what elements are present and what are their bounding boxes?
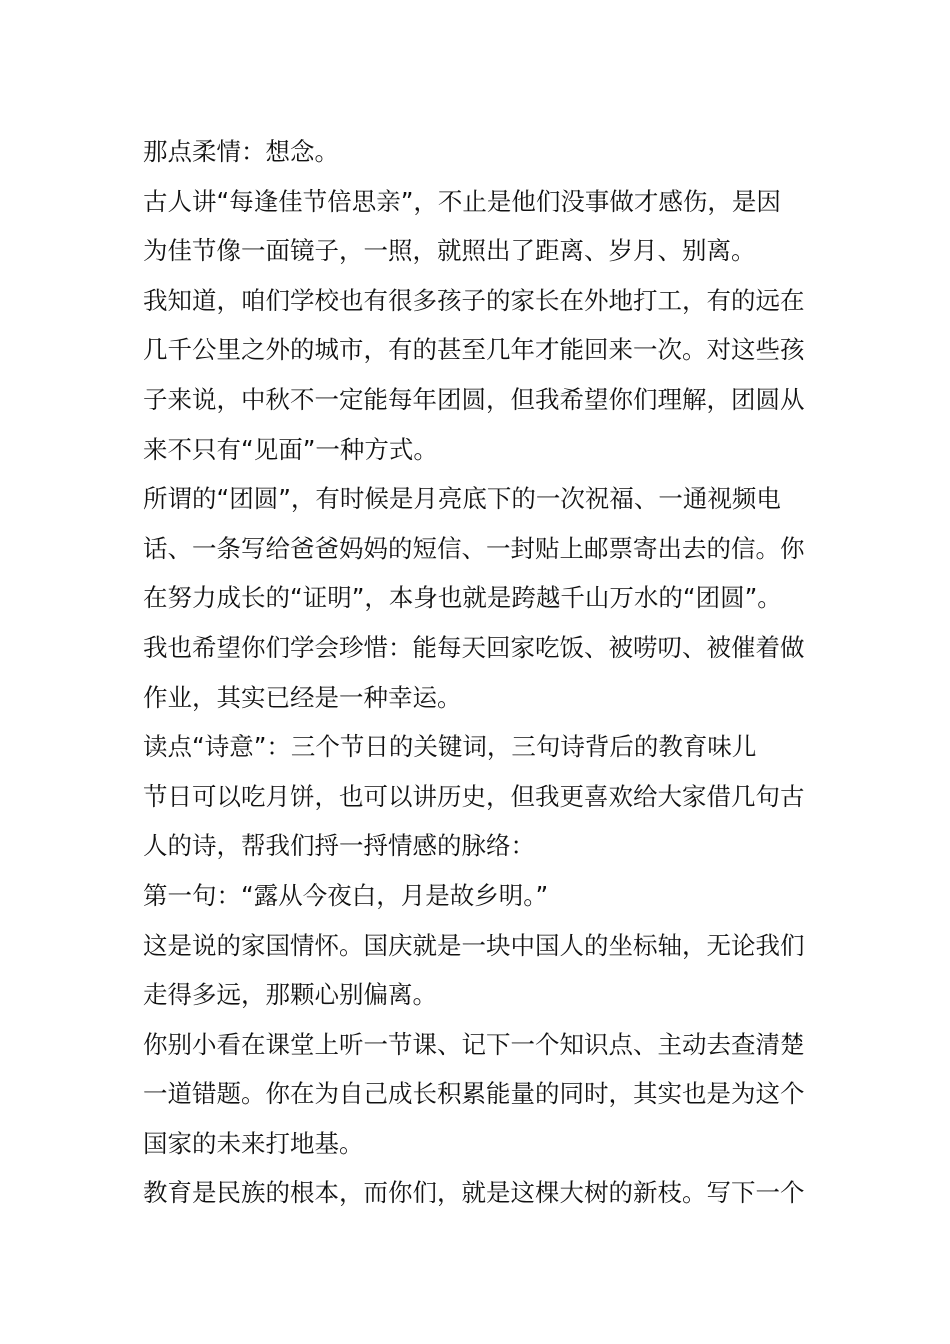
text-line: 你别小看在课堂上听一节课、记下一个知识点、主动去查清楚 xyxy=(143,1029,805,1059)
text-line: 作业，其实已经是一种幸运。 xyxy=(143,682,462,712)
body-text xyxy=(143,127,808,1218)
text-line: 这是说的家国情怀。国庆就是一块中国人的坐标轴，无论我们 xyxy=(143,930,805,960)
text-line: 所谓的“团圆”，有时候是月亮底下的一次祝福、一通视频电 xyxy=(143,484,781,514)
text-line: 节日可以吃月饼，也可以讲历史，但我更喜欢给大家借几句古 xyxy=(143,781,805,811)
text-line: 人的诗，帮我们捋一捋情感的脉络： xyxy=(143,831,535,861)
text-line: 在努力成长的“证明”，本身也就是跨越千山万水的“团圆”。 xyxy=(143,583,782,613)
text-line: 几千公里之外的城市，有的甚至几年才能回来一次。对这些孩 xyxy=(143,335,805,365)
text-line: 话、一条写给爸爸妈妈的短信、一封贴上邮票寄出去的信。你 xyxy=(143,533,805,563)
text-line: 国家的未来打地基。 xyxy=(143,1128,364,1158)
text-line: 我知道，咱们学校也有很多孩子的家长在外地打工，有的远在 xyxy=(143,285,805,315)
text-line: 教育是民族的根本，而你们，就是这棵大树的新枝。写下一个 xyxy=(143,1178,805,1208)
poem-quote: 第一句：“露从今夜白，月是故乡明。” xyxy=(143,880,549,910)
text-line: 为佳节像一面镜子，一照，就照出了距离、岁月、别离。 xyxy=(143,236,756,266)
text-line: 来不只有“见面”一种方式。 xyxy=(143,434,438,464)
text-line: 走得多远，那颗心别偏离。 xyxy=(143,980,437,1010)
text-line: 那点柔情：想念。 xyxy=(143,137,339,166)
text-line: 子来说，中秋不一定能每年团圆，但我希望你们理解，团圆从 xyxy=(143,384,805,414)
text-line: 一道错题。你在为自己成长积累能量的同时，其实也是为这个 xyxy=(143,1079,805,1109)
section-heading: 读点“诗意”：三个节日的关键词，三句诗背后的教育味儿 xyxy=(143,732,757,762)
text-line: 我也希望你们学会珍惜：能每天回家吃饭、被唠叨、被催着做 xyxy=(143,632,805,662)
text-line: 古人讲“每逢佳节倍思亲”，不止是他们没事做才感伤，是因 xyxy=(143,186,781,216)
